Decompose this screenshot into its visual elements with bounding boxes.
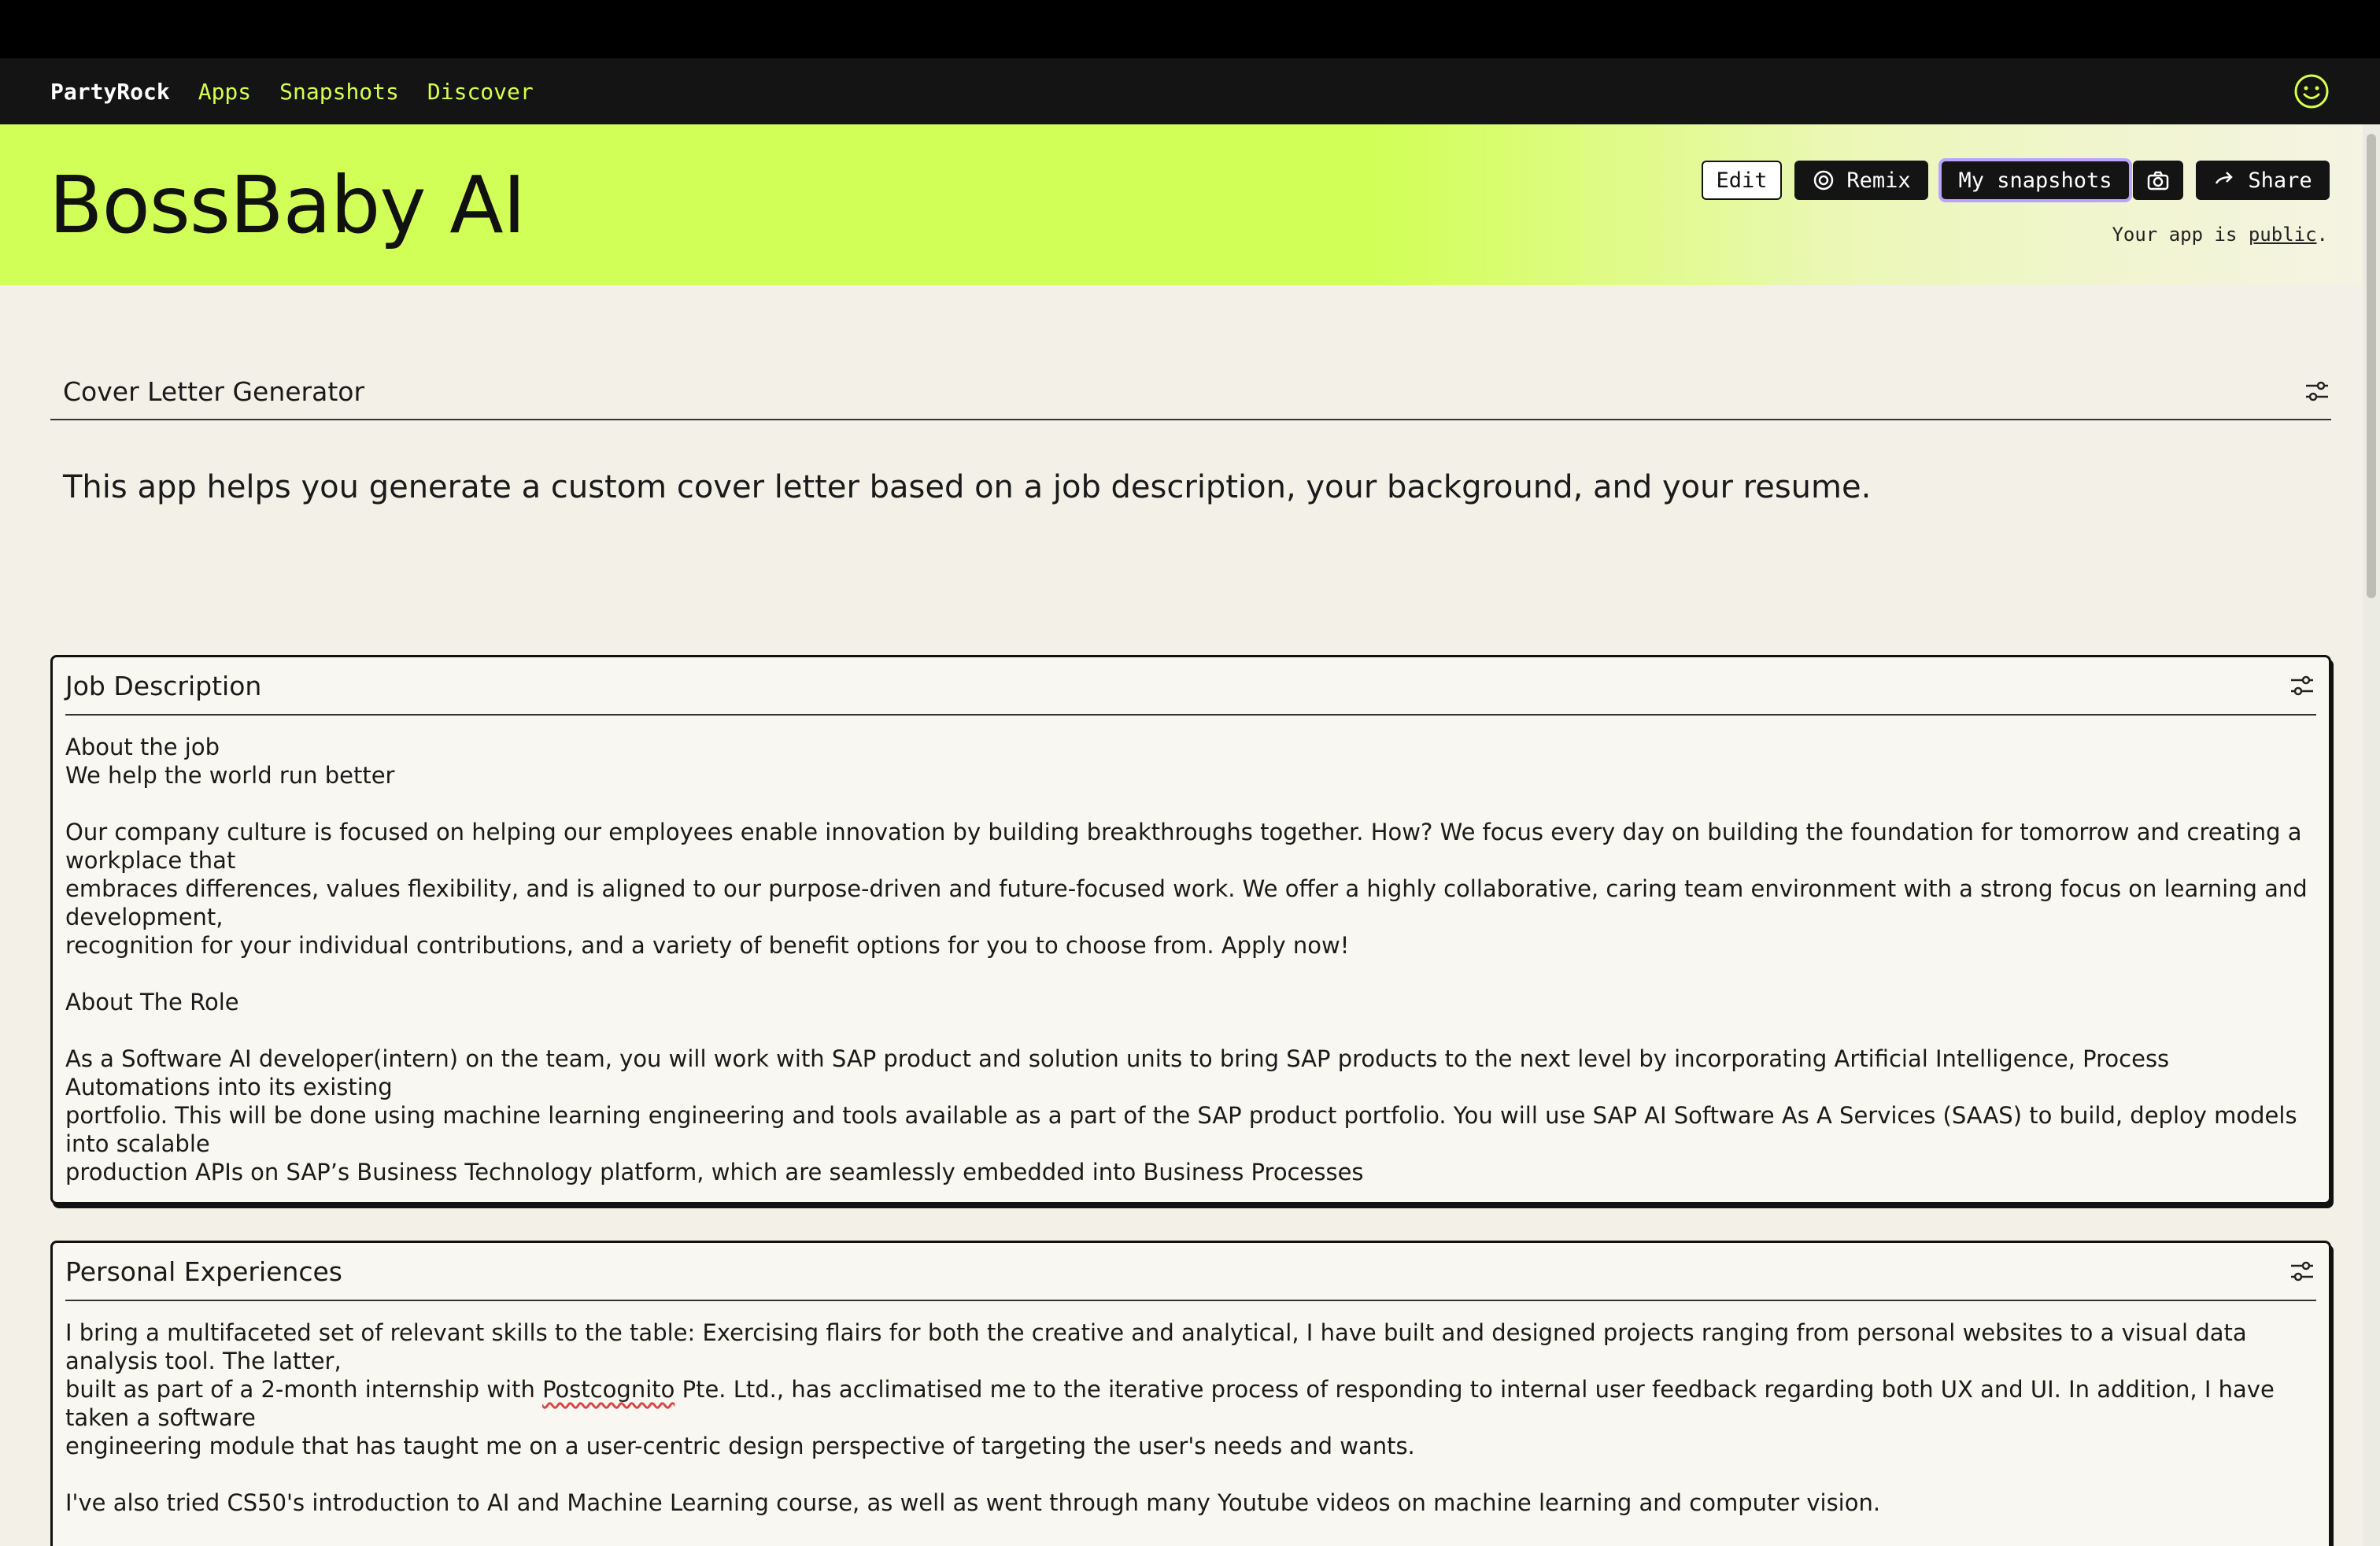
nav-link-snapshots[interactable]: Snapshots xyxy=(279,78,399,105)
visibility-note xyxy=(2112,224,2328,246)
brand-logo[interactable]: PartyRock xyxy=(50,78,170,105)
job-description-widget xyxy=(50,655,2331,1204)
camera-icon xyxy=(2146,168,2170,192)
settings-sliders-icon[interactable] xyxy=(2288,1257,2316,1285)
experience-line-2-pre: built as part of a 2-month internship with xyxy=(65,1376,543,1403)
misspelled-word: Postcognito xyxy=(542,1376,675,1403)
personal-experiences-widget xyxy=(50,1241,2331,1546)
job-description-title: Job Description xyxy=(65,670,262,701)
visibility-suffix: . xyxy=(2316,224,2328,246)
share-button-label: Share xyxy=(2248,168,2312,193)
my-snapshots-label: My snapshots xyxy=(1958,168,2112,193)
job-description-textarea[interactable]: About the job We help the world run better Our company culture is focused on helping our employees enable innovation by building breakthroughs together. How? We focus every day on building the foundation for tomorrow and creating a workplace that embraces differences, values flexibility, and is aligned to our purpose-driven and future-focused work. We offer a highly collaborative, caring team environment with a strong focus on learning and development, recognition for your individual contributions, and a variety of benefit options for you to choose from. Apply now! About The Role As a Software AI developer(intern) on the team, you will work with SAP product and solution units to bring SAP products to the next level by incorporating Artificial Intelligence, Process Automations into its existing portfolio. This will be done using machine learning engineering and tools available as a part of the SAP product portfolio. You will use SAP AI Software As A Services (SAAS) to build, deploy models into scalable production APIs on SAP’s Business Technology platform, which are seamlessly embedded into Business Processes xyxy=(65,734,2308,1185)
experience-line-1: I bring a multifaceted set of relevant skills to the table: Exercising flairs for both the creative and analytical, I have built and designed projects ranging from personal websites to a visual data analysis tool. The latter, xyxy=(65,1319,2254,1374)
remix-button-label: Remix xyxy=(1846,168,1911,193)
top-nav xyxy=(0,58,2380,124)
intro-widget-header xyxy=(50,364,2331,420)
experience-line-4: I've also tried CS50's introduction to AI and Machine Learning course, as well as went through many Youtube videos on machine learning and computer vision. xyxy=(65,1489,1881,1516)
edit-button-label: Edit xyxy=(1716,168,1768,193)
personal-experiences-textarea[interactable] xyxy=(53,1301,2329,1534)
remix-icon xyxy=(1812,168,1835,192)
experience-line-3: engineering module that has taught me on a user-centric design perspective of targeting the user's needs and wants. xyxy=(65,1433,1415,1459)
scrollbar-thumb[interactable] xyxy=(2367,134,2376,598)
nav-link-apps[interactable]: Apps xyxy=(198,78,252,105)
browser-top-bar xyxy=(0,0,2380,58)
app-header xyxy=(0,124,2380,285)
remix-button[interactable] xyxy=(1794,161,1928,200)
page-scrollbar[interactable] xyxy=(2363,124,2380,1546)
personal-experiences-header xyxy=(65,1243,2316,1301)
edit-button[interactable] xyxy=(1702,161,1782,200)
intro-widget-title: Cover Letter Generator xyxy=(63,375,365,407)
visibility-link[interactable]: public xyxy=(2248,224,2317,246)
job-description-header xyxy=(65,657,2316,716)
intro-widget xyxy=(50,364,2331,420)
personal-experiences-title: Personal Experiences xyxy=(65,1256,342,1287)
app-description: This app helps you generate a custom cover letter based on a job description, your background, and your resume. xyxy=(63,469,1872,505)
visibility-prefix: Your app is xyxy=(2112,224,2249,246)
settings-sliders-icon[interactable] xyxy=(2288,671,2316,700)
settings-sliders-icon[interactable] xyxy=(2303,377,2331,405)
share-button[interactable] xyxy=(2196,161,2330,200)
app-title: BossBaby AI xyxy=(49,159,526,251)
my-snapshots-button[interactable] xyxy=(1941,161,2130,200)
nav-link-discover[interactable]: Discover xyxy=(427,78,534,105)
camera-button[interactable] xyxy=(2133,161,2183,200)
smiley-icon[interactable] xyxy=(2293,73,2330,109)
arrow-right-icon xyxy=(2213,168,2237,192)
experience-line-2-post: Pte. Ltd., has acclimatised me to the iterative process of responding to internal user feedback regarding both UX and UI. In addition, I have taken a software xyxy=(65,1376,2282,1431)
